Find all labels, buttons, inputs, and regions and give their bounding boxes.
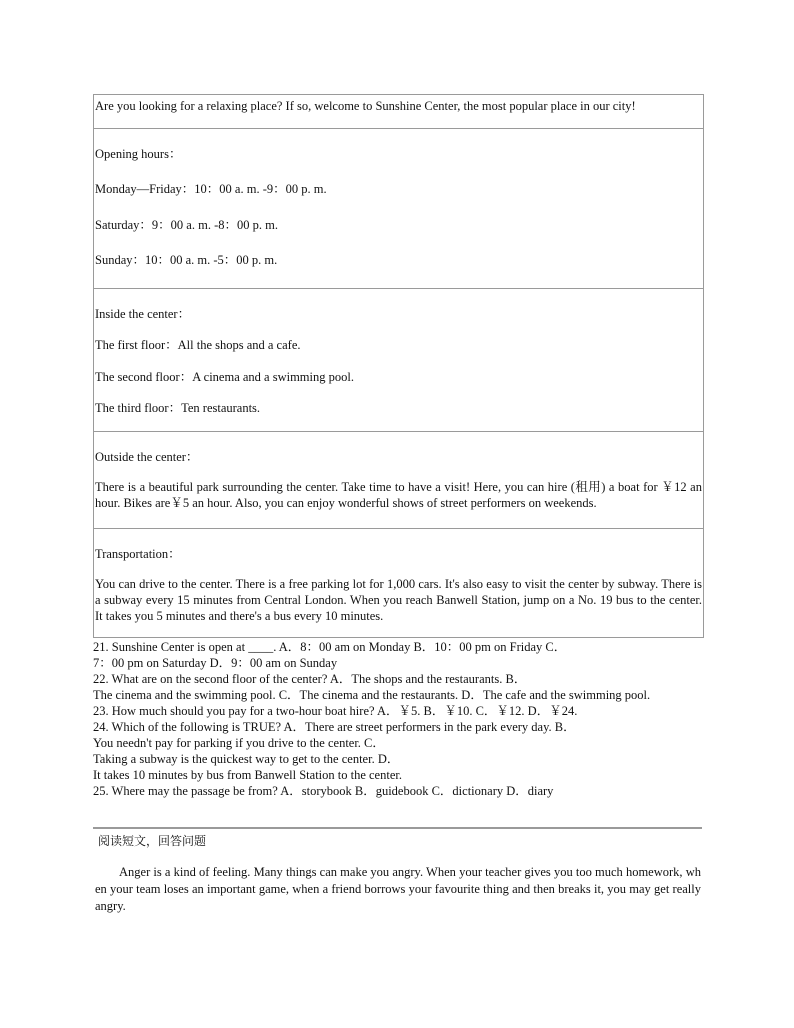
question-line: You needn't pay for parking if you drive to the center. C． (93, 736, 385, 750)
hours-sunday: Sunday：10：00 a. m. -5：00 p. m. (95, 252, 278, 267)
first-floor: The first floor：All the shops and a cafe. (95, 338, 301, 353)
section-title: 阅读短文，回答问题 (98, 834, 207, 848)
question-line: Taking a subway is the quickest way to get to the center. D． (93, 752, 400, 766)
question-line: It takes 10 minutes by bus from Banwell Station to the center. (93, 768, 402, 782)
hours-saturday: Saturday：9：00 a. m. -8：00 p. m. (95, 217, 278, 232)
question-line: The cinema and the swimming pool. C．The cinema and the restaurants. D．The cafe and the swimming pool. (93, 688, 651, 702)
question-line: 25. Where may the passage be from? A．storybook B．guidebook C．dictionary D．diary (93, 784, 554, 798)
question-line: 21. Sunshine Center is open at ____. A．8：00 am on Monday B．10：00 pm on Friday C． (93, 640, 567, 654)
opening-hours-title: Opening hours： (95, 147, 182, 161)
question-line: 24. Which of the following is TRUE? A．There are street performers in the park every day. B． (93, 720, 576, 734)
question-line: 7：00 pm on Saturday D．9：00 am on Sunday (93, 656, 338, 670)
outside-title: Outside the center： (95, 450, 199, 464)
question-line: 22. What are on the second floor of the center? A．The shops and the restaurants. B． (93, 672, 527, 686)
section-divider (93, 827, 702, 829)
reading-passage: Anger is a kind of feeling. Many things can make you angry. When your teacher gives you too much homework, when your team loses an important game, when a friend borrows your favourite thing and then breaks it, you may get really angry. (95, 865, 701, 913)
transportation-title: Transportation： (95, 547, 181, 561)
hours-weekday: Monday—Friday：10：00 a. m. -9：00 p. m. (95, 182, 327, 197)
outside-center-cell (94, 431, 703, 528)
intro-text: Are you looking for a relaxing place? If so, welcome to Sunshine Center, the most popular place in our city! (95, 99, 636, 113)
inside-title: Inside the center： (95, 307, 191, 321)
second-floor: The second floor：A cinema and a swimming pool. (95, 369, 354, 384)
third-floor: The third floor：Ten restaurants. (95, 400, 261, 415)
sunshine-center-notice (93, 94, 704, 638)
inside-center-cell (94, 288, 703, 431)
questions-block (93, 639, 704, 799)
outside-text: There is a beautiful park surrounding the center. Take time to have a visit! Here, you can hire (租用) a boat for ￥12 an hour. Bikes are￥5 an hour. Also, you can enjoy wonderful shows of street performers on weekends. (95, 480, 702, 511)
transportation-text: You can drive to the center. There is a free parking lot for 1,000 cars. It's also easy to visit the center by subway. There is a subway every 15 minutes from Central London. When you reach Banwell Station, jump on a No. 19 bus to the center. It takes you 5 minutes and there's a bus every 10 minutes. (95, 577, 702, 624)
question-line: 23. How much should you pay for a two-hour boat hire? A．￥5. B．￥10. C．￥12. D．￥24. (93, 704, 578, 718)
intro-cell (94, 95, 703, 128)
transportation-cell (94, 528, 703, 637)
opening-hours-cell (94, 128, 703, 288)
